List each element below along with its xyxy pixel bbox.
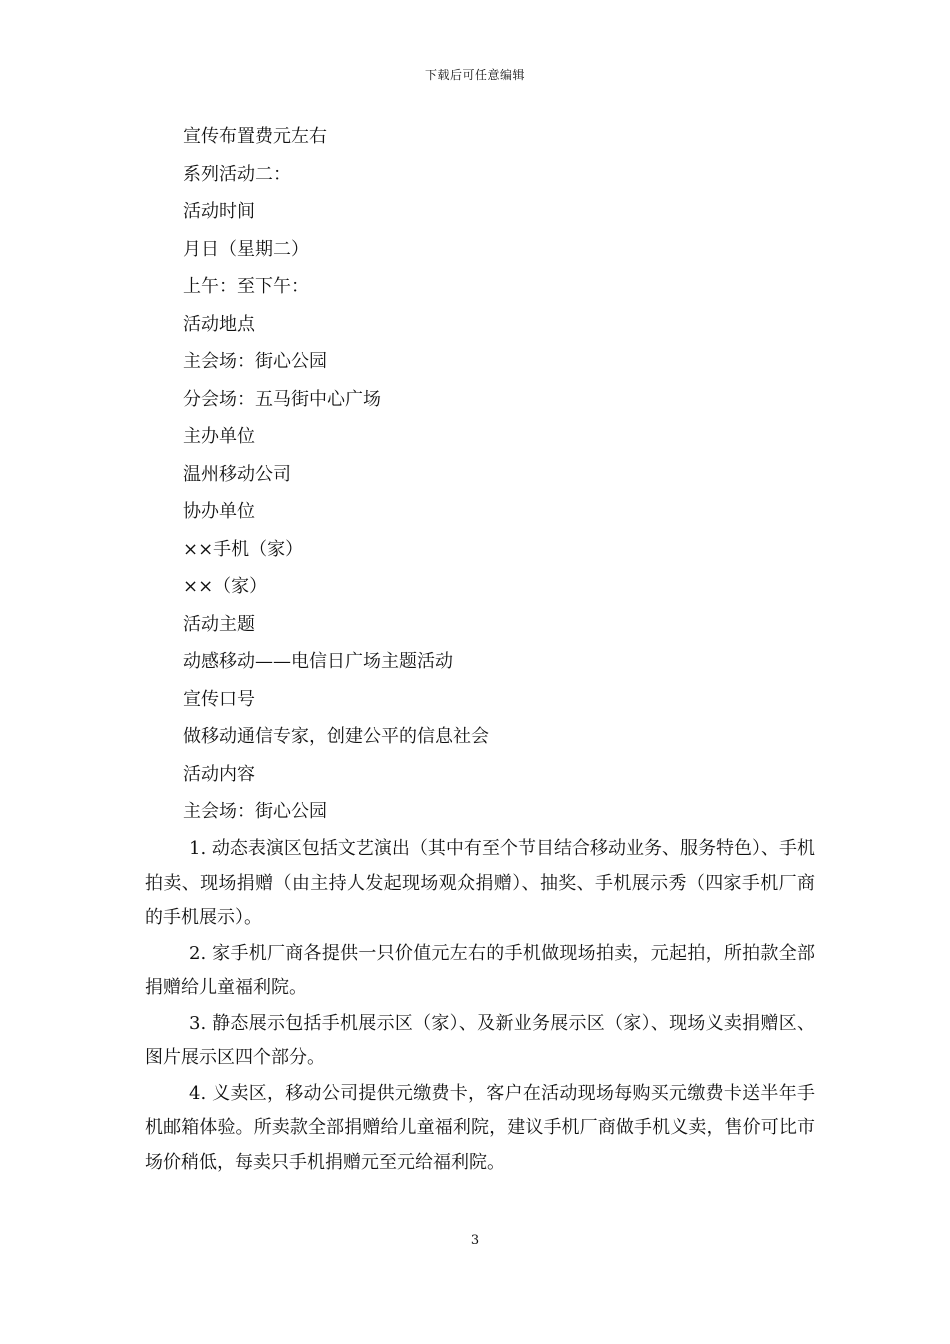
text-line: 活动时间 [183, 201, 255, 222]
text-line: 活动主题 [183, 613, 255, 635]
text-line: 活动内容 [183, 763, 255, 785]
text-line: 月日（星期二） [183, 238, 309, 260]
text-line: ××（家） [183, 576, 268, 597]
text-line: 协办单位 [183, 501, 255, 522]
paragraph-item-3: 3. 静态展示包括手机展示区（家）、及新业务展示区（家）、现场义卖捐赠区、图片展示区四个部分。 [145, 1012, 815, 1068]
content-paragraphs [145, 832, 815, 1181]
document-body-lines [183, 124, 823, 837]
text-line: 主会场：街心公园 [183, 351, 327, 372]
paragraph-item-2: 2. 家手机厂商各提供一只价值元左右的手机做现场拍卖，元起拍，所拍款全部捐赠给儿童福利院。 [145, 942, 815, 998]
text-line: 主办单位 [183, 426, 255, 447]
paragraph-item-4: 4. 义卖区，移动公司提供元缴费卡，客户在活动现场每购买元缴费卡送半年手机邮箱体验。所卖款全部捐赠给儿童福利院，建议手机厂商做手机义卖，售价可比市场价稍低，每卖只手机捐赠元至元给福利院。 [145, 1082, 815, 1173]
text-line: 主会场：街心公园 [183, 801, 327, 822]
text-line: 分会场：五马街中心广场 [183, 388, 381, 410]
paragraph-item-1: 1. 动态表演区包括文艺演出（其中有至个节目结合移动业务、服务特色）、手机拍卖、现场捐赠（由主持人发起现场观众捐赠）、抽奖、手机展示秀（四家手机厂商的手机展示）。 [145, 838, 815, 928]
section-heading: 系列活动二： [183, 163, 291, 185]
text-line: 宣传口号 [183, 688, 255, 710]
page-header-note: 下载后可任意编辑 [424, 68, 525, 82]
text-line: 温州移动公司 [183, 463, 291, 485]
text-line: 动感移动——电信日广场主题活动 [183, 651, 453, 672]
text-line: ××手机（家） [183, 538, 304, 560]
text-line: 宣传布置费元左右 [183, 126, 327, 147]
text-line: 上午：至下午： [183, 276, 309, 297]
page-number: 3 [470, 1233, 480, 1248]
text-line: 做移动通信专家，创建公平的信息社会 [183, 726, 489, 747]
text-line: 活动地点 [183, 313, 255, 335]
